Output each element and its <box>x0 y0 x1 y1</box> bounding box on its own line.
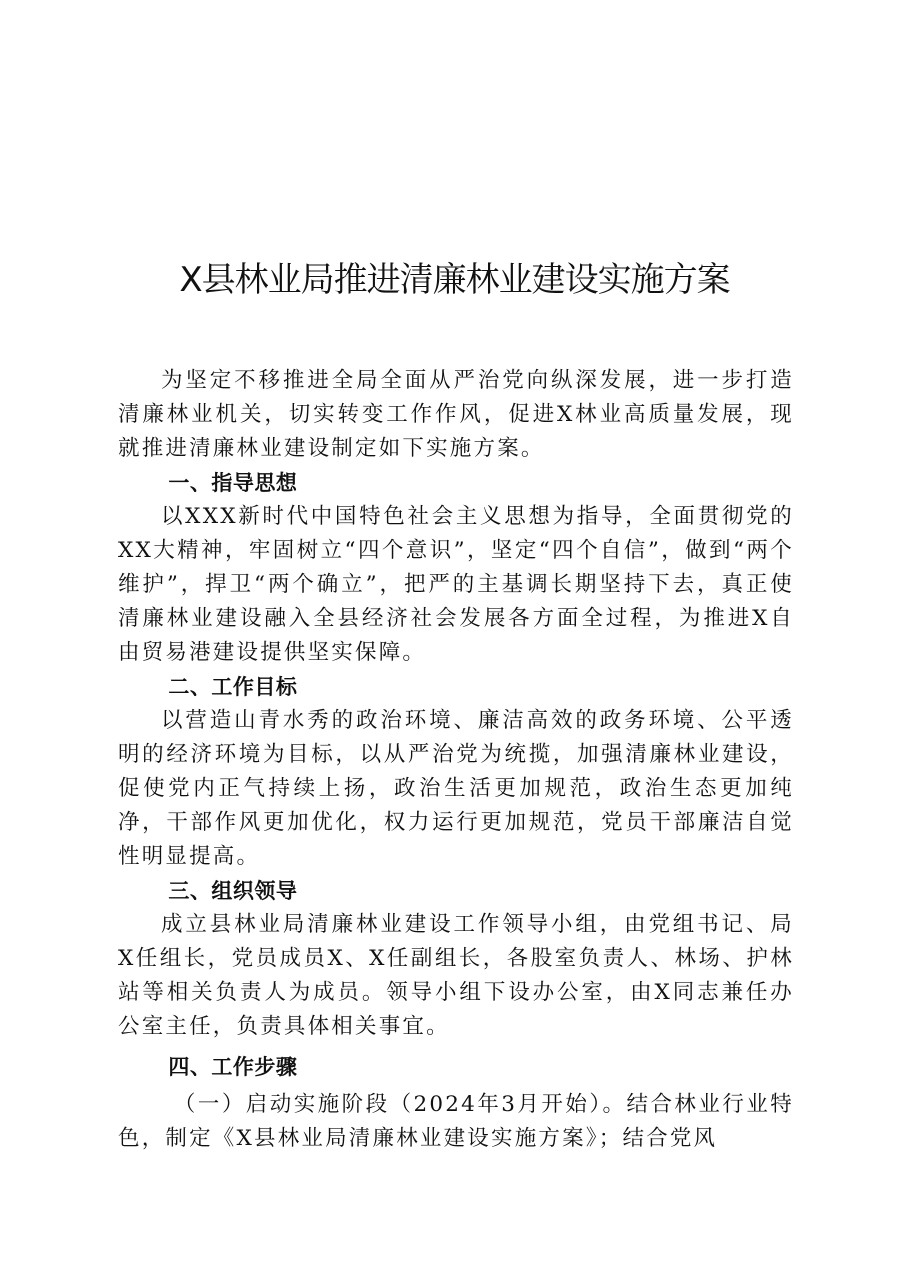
section-heading-work-goals: 二、工作目标 <box>168 675 298 699</box>
section-paragraph-organization: 成立县林业局清廉林业建设工作领导小组，由党组书记、局X任组长，党员成员X、X任副组长，各股室负责人、林场、护林站等相关负责人为成员。领导小组下设办公室，由X同志兼任办公室主任，负责具体相关事宜。 <box>118 912 794 1039</box>
section-paragraph-work-goals: 以营造山青水秀的政治环境、廉洁高效的政务环境、公平透明的经济环境为目标，以从严治党为统揽，加强清廉林业建设，促使党内正气持续上扬，政治生活更加规范，政治生态更加纯净，干部作风更加优化，权力运行更加规范，党员干部廉洁自觉性明显提高。 <box>118 708 794 869</box>
section-paragraph-work-steps: （一）启动实施阶段（2024年3月开始）。结合林业行业特色，制定《X县林业局清廉林业建设实施方案》；结合党风 <box>118 1092 794 1151</box>
document-body <box>118 364 794 1156</box>
section-heading-work-steps: 四、工作步骤 <box>168 1055 298 1079</box>
section-heading-guiding-ideology: 一、指导思想 <box>168 471 298 495</box>
intro-paragraph: 为坚定不移推进全局全面从严治党向纵深发展，进一步打造清廉林业机关，切实转变工作作风，促进X林业高质量发展，现就推进清廉林业建设制定如下实施方案。 <box>118 368 794 461</box>
section-paragraph-guiding-ideology: 以XXX新时代中国特色社会主义思想为指导，全面贯彻党的XX大精神，牢固树立“四个意识”，坚定“四个自信”，做到“两个维护”，捍卫“两个确立”，把严的主基调长期坚持下去，真正使清廉林业建设融入全县经济社会发展各方面全过程，为推进X自由贸易港建设提供坚实保障。 <box>118 504 794 665</box>
document-title: X县林业局推进清廉林业建设实施方案 <box>179 260 730 300</box>
section-heading-organization: 三、组织领导 <box>168 879 298 903</box>
